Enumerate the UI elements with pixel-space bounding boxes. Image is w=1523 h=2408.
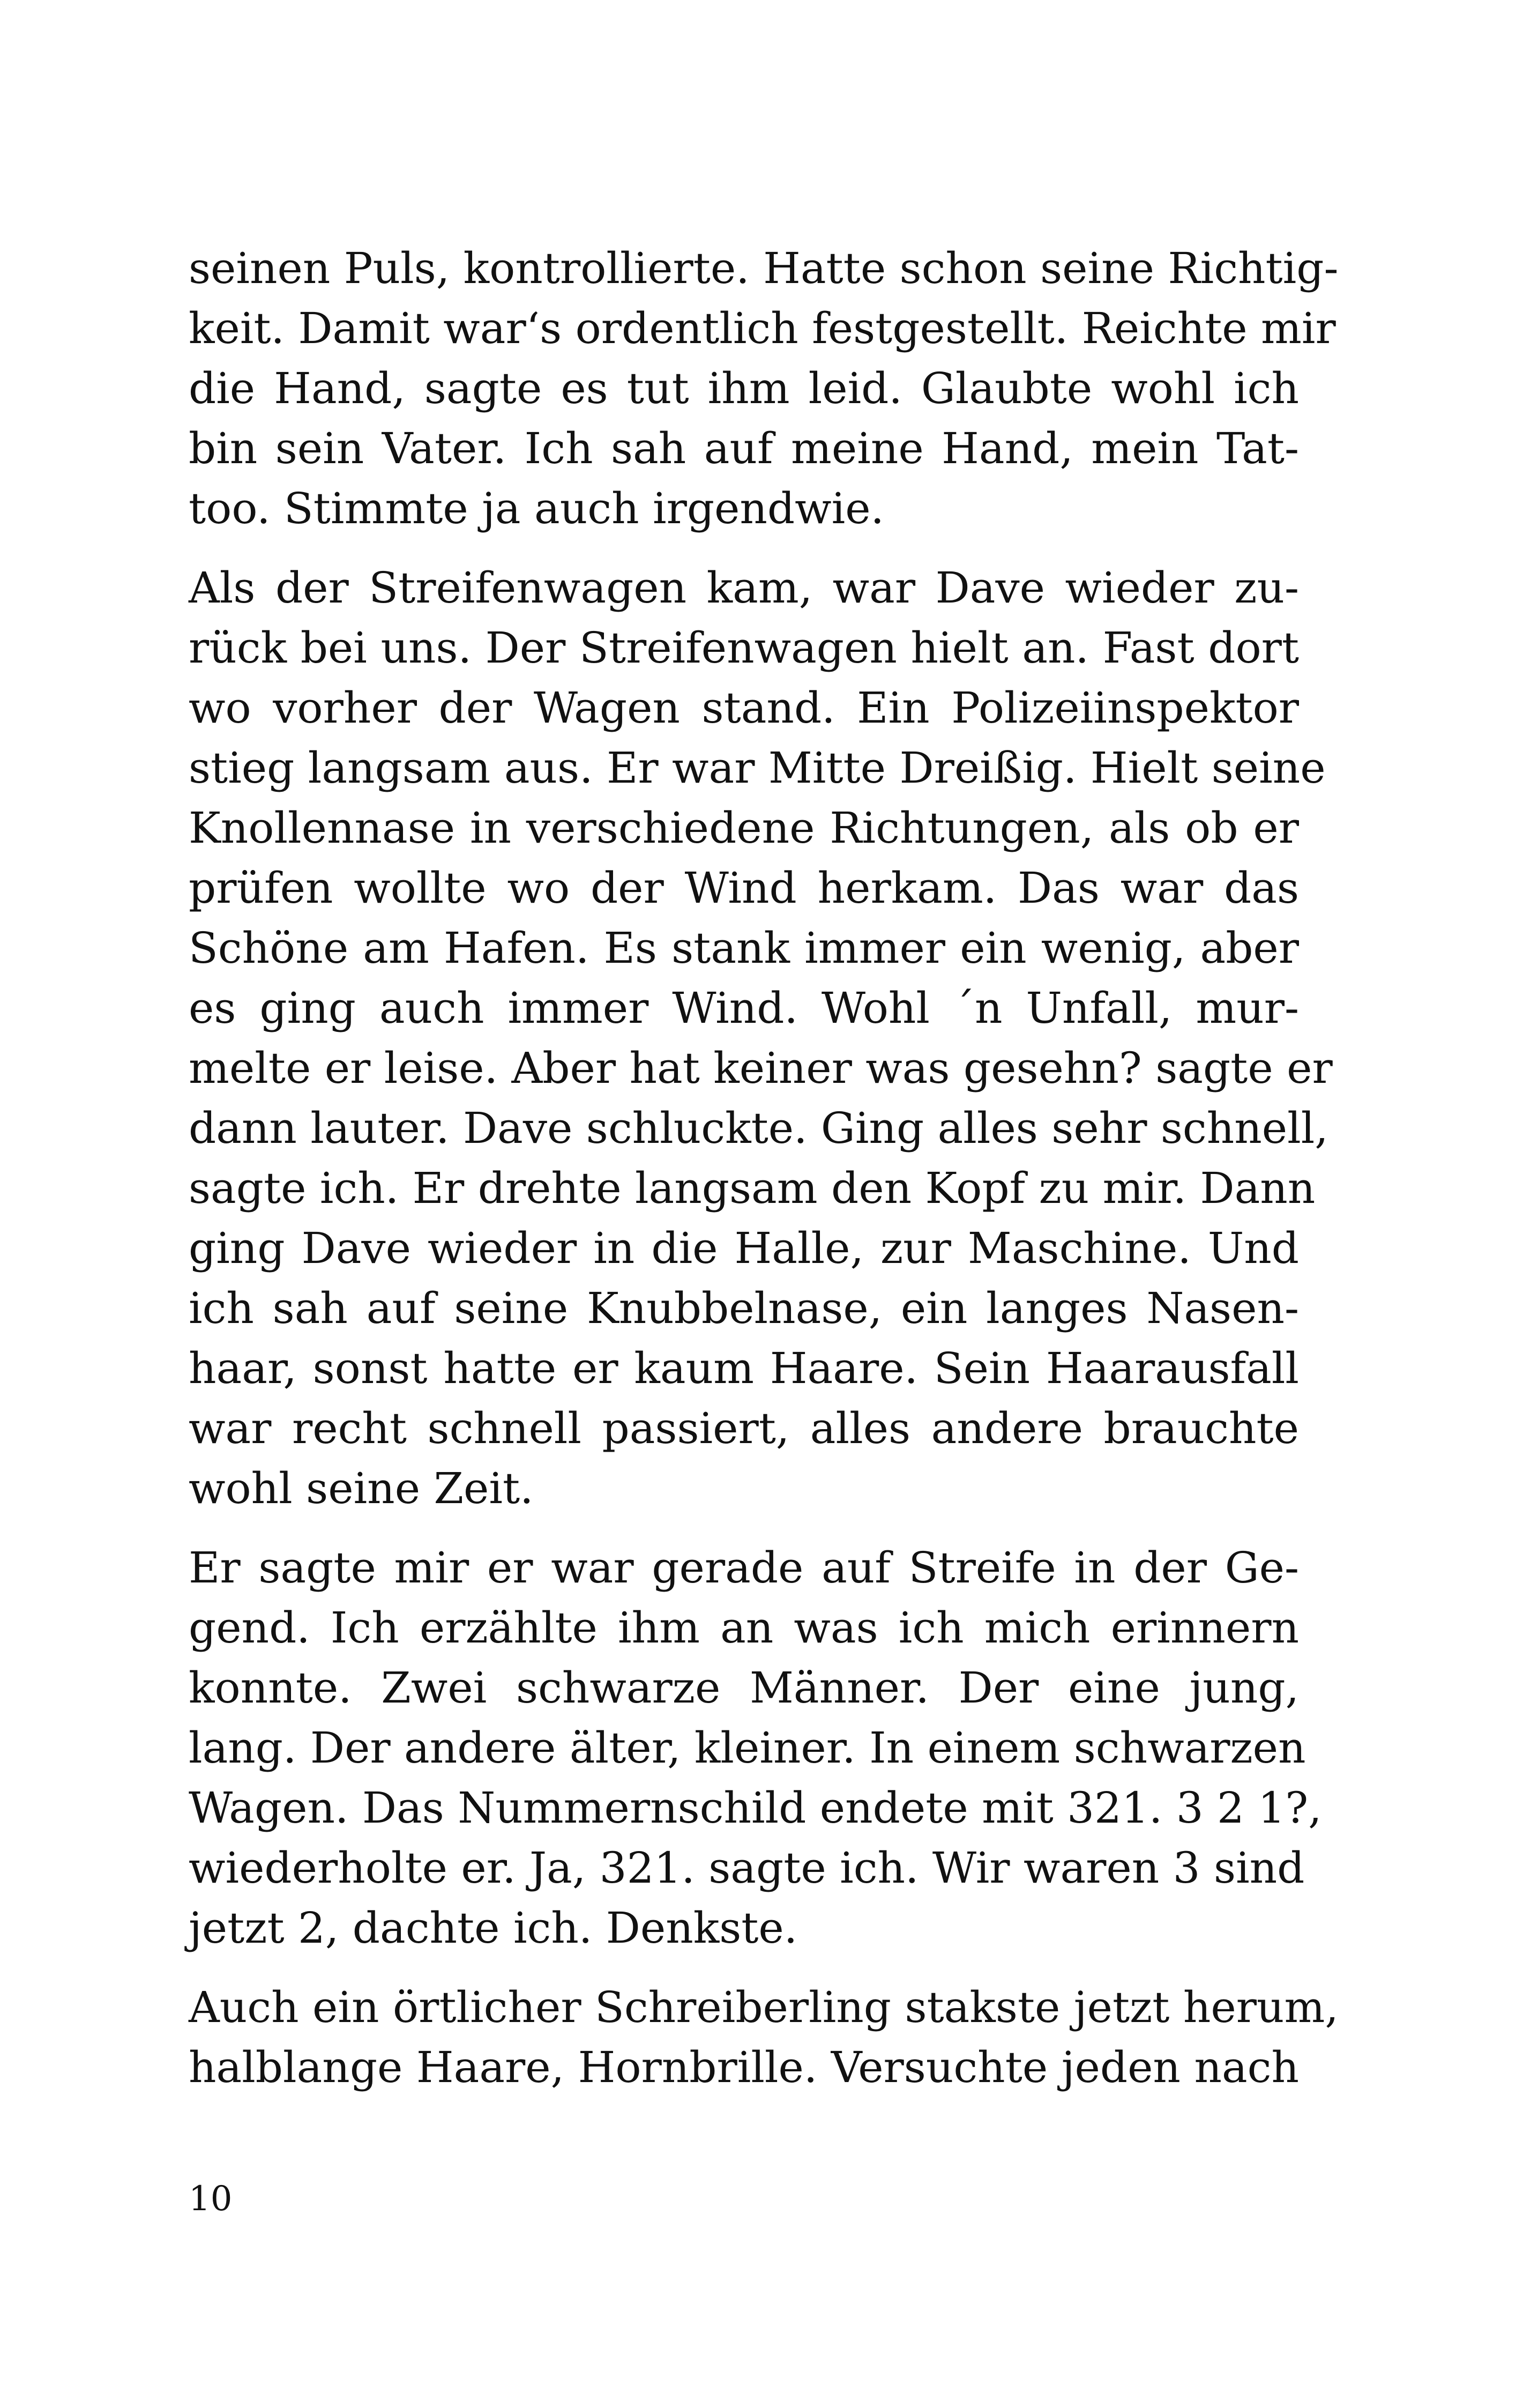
text-line: jetzt 2, dachte ich. Denkste. xyxy=(189,1903,798,1953)
paragraph xyxy=(189,239,1339,539)
text-line: sagte ich. Er drehte langsam den Kopf zu mir. Dann xyxy=(189,1163,1316,1213)
text-line: Knollennase in verschiedene Richtungen, als ob er xyxy=(189,803,1299,853)
text-line: ich sah auf seine Knubbelnase, ein langes Nasen- xyxy=(189,1283,1299,1333)
text-line: dann lauter. Dave schluckte. Ging alles sehr schnell, xyxy=(189,1103,1328,1153)
text-line: haar, sonst hatte er kaum Haare. Sein Haarausfall xyxy=(189,1343,1299,1393)
body-text xyxy=(189,239,1339,2117)
text-line: too. Stimmte ja auch irgendwie. xyxy=(189,484,884,533)
paragraph xyxy=(189,1538,1322,1958)
text-line: seinen Puls, kontrollierte. Hatte schon seine Richtig- xyxy=(189,243,1339,293)
text-line: die Hand, sagte es tut ihm leid. Glaubte wohl ich xyxy=(189,363,1299,413)
text-line: prüfen wollte wo der Wind herkam. Das war das xyxy=(189,863,1299,913)
text-line: wiederholte er. Ja, 321. sagte ich. Wir waren 3 sind xyxy=(189,1843,1305,1893)
text-line: Als der Streifenwagen kam, war Dave wieder zu- xyxy=(189,563,1299,613)
text-line: lang. Der andere älter, kleiner. In einem schwarzen xyxy=(189,1723,1306,1773)
paragraph xyxy=(189,558,1333,1519)
text-line: keit. Damit war‘s ordentlich festgestellt. Reichte mir xyxy=(189,303,1336,353)
text-line: ging Dave wieder in die Halle, zur Maschine. Und xyxy=(189,1223,1299,1273)
text-line: es ging auch immer Wind. Wohl ´n Unfall, mur- xyxy=(189,983,1299,1033)
text-line: stieg langsam aus. Er war Mitte Dreißig. Hielt seine xyxy=(189,743,1326,793)
text-line: Wagen. Das Nummernschild endete mit 321. 3 2 1?, xyxy=(189,1783,1322,1833)
text-line: Er sagte mir er war gerade auf Streife in der Ge- xyxy=(189,1543,1299,1593)
text-line: melte er leise. Aber hat keiner was gesehn? sagte er xyxy=(189,1043,1333,1093)
text-line: gend. Ich erzählte ihm an was ich mich erinnern xyxy=(189,1603,1299,1653)
text-line: Schöne am Hafen. Es stank immer ein wenig, aber xyxy=(189,923,1299,973)
text-line: rück bei uns. Der Streifenwagen hielt an. Fast dort xyxy=(189,623,1299,673)
page-number: 10 xyxy=(189,2179,233,2219)
text-line: war recht schnell passiert, alles andere brauchte xyxy=(189,1403,1299,1453)
text-line: konnte. Zwei schwarze Männer. Der eine jung, xyxy=(189,1663,1299,1713)
paragraph xyxy=(189,1978,1339,2098)
text-line: wohl seine Zeit. xyxy=(189,1463,534,1513)
text-line: wo vorher der Wagen stand. Ein Polizeiinspektor xyxy=(189,683,1299,733)
text-line: Auch ein örtlicher Schreiberling stakste jetzt herum, xyxy=(189,1982,1339,2032)
text-line: bin sein Vater. Ich sah auf meine Hand, mein Tat- xyxy=(189,423,1299,473)
text-line: halblange Haare, Hornbrille. Versuchte jeden nach xyxy=(189,2042,1299,2092)
